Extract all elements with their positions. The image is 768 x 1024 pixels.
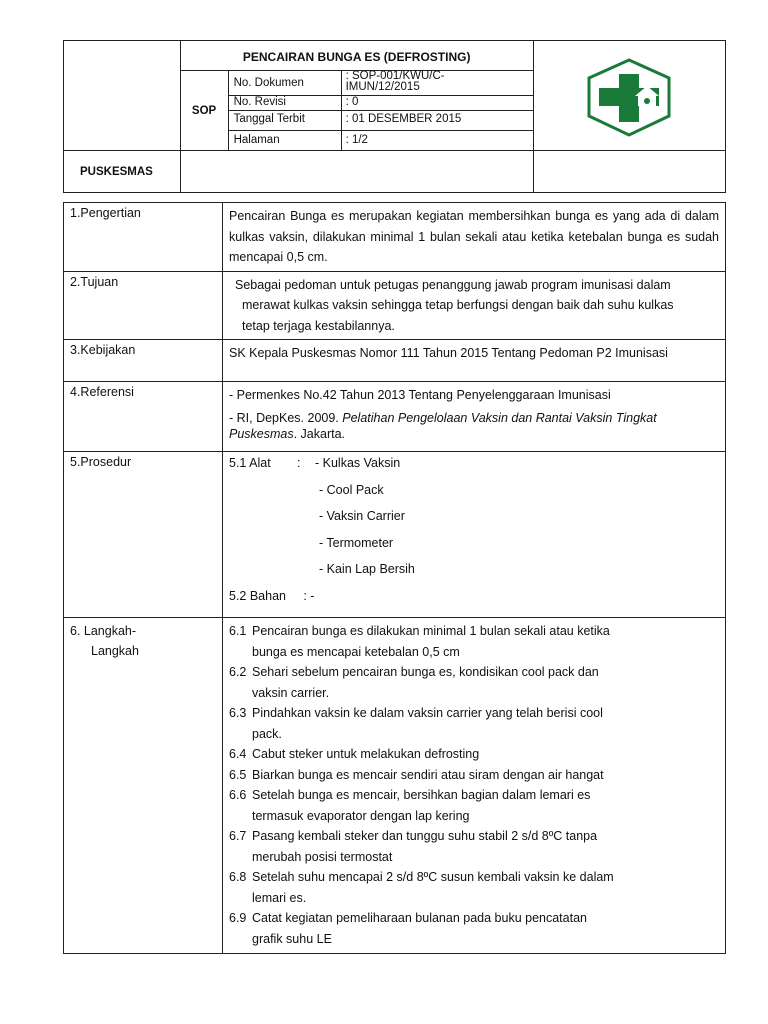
referensi-text: [223, 382, 726, 452]
step-number: 6.8: [229, 870, 247, 884]
sop-label: SOP: [181, 70, 228, 150]
langkah-label-line: Langkah: [91, 644, 139, 658]
langkah-step: [229, 703, 719, 744]
step-number: 6.1: [229, 624, 247, 638]
bahan-row: 5.2 Bahan : -: [229, 588, 315, 603]
row-value: : 01 DESEMBER 2015: [345, 113, 462, 125]
langkah-step: [229, 621, 719, 662]
step-number: 6.6: [229, 788, 247, 802]
row-value: : SOP-001/KWU/C- IMUN/12/2015: [345, 70, 445, 93]
row-kebijakan: [64, 340, 726, 382]
row-label: Tanggal Terbit: [229, 111, 342, 130]
row-tanggal-terbit: [228, 110, 533, 130]
prosedur-content: [223, 452, 726, 618]
step-number: 6.7: [229, 829, 247, 843]
row-pengertian: [64, 203, 726, 272]
section-label: 5.Prosedur: [64, 452, 223, 618]
alat-item: - Kain Lap Bersih: [319, 562, 415, 576]
step-number: 6.3: [229, 706, 247, 720]
reference-item: - Permenkes No.42 Tahun 2013 Tentang Penyelenggaraan Imunisasi: [229, 388, 611, 402]
row-label: No. Dokumen: [229, 71, 342, 95]
row-value: : 1/2: [345, 134, 368, 146]
logo-cell: [533, 41, 725, 151]
reference-item: [229, 410, 719, 442]
row-referensi: [64, 382, 726, 452]
langkah-step: [229, 785, 719, 826]
row-langkah: [64, 618, 726, 954]
step-text: Setelah suhu mencapai 2 s/d 8ºC susun kembali vaksin ke dalam: [252, 870, 614, 884]
section-label: [64, 618, 223, 954]
step-text-cont: pack.: [252, 726, 282, 741]
header-table: [63, 40, 726, 193]
step-number: 6.4: [229, 747, 247, 761]
section-label: 4.Referensi: [64, 382, 223, 452]
puskesmas-center-blank: [180, 151, 533, 193]
langkah-step: [229, 765, 719, 786]
section-label: 2.Tujuan: [64, 271, 223, 340]
alat-item: - Kulkas Vaksin: [315, 456, 401, 470]
tujuan-line: merawat kulkas vaksin sehingga tetap berfungsi dengan baik dah suhu kulkas: [242, 298, 674, 312]
step-text: Pindahkan vaksin ke dalam vaksin carrier yang telah berisi cool: [252, 706, 603, 720]
reference-prefix: - RI, DepKes. 2009.: [229, 410, 343, 425]
langkah-step: [229, 744, 719, 765]
alat-item: - Cool Pack: [319, 482, 384, 497]
step-text-cont: bunga es mencapai ketebalan 0,5 cm: [252, 644, 460, 659]
section-label: 3.Kebijakan: [64, 340, 223, 382]
step-text-cont: vaksin carrier.: [252, 685, 330, 700]
tujuan-text: [223, 271, 726, 340]
step-text: Pencairan bunga es dilakukan minimal 1 bulan sekali atau ketika: [252, 624, 610, 638]
langkah-step: [229, 867, 719, 908]
alat-item: - Termometer: [319, 535, 394, 550]
alat-item: - Vaksin Carrier: [319, 509, 405, 523]
row-value: : 0: [345, 96, 359, 108]
step-number: 6.5: [229, 767, 247, 782]
step-text: Catat kegiatan pemeliharaan bulanan pada buku pencatatan: [252, 911, 587, 925]
langkah-step: [229, 826, 719, 867]
tujuan-line: Sebagai pedoman untuk petugas penanggung jawab program imunisasi dalam: [235, 277, 671, 292]
row-no-dokumen: [228, 70, 533, 95]
step-text: Setelah bunga es mencair, bersihkan bagian dalam lemari es: [252, 788, 591, 802]
step-text-cont: termasuk evaporator dengan lap kering: [252, 808, 470, 823]
kebijakan-text: SK Kepala Puskesmas Nomor 111 Tahun 2015 Tentang Pedoman P2 Imunisasi: [223, 340, 726, 382]
row-prosedur: [64, 452, 726, 618]
langkah-step: [229, 662, 719, 703]
langkah-step: [229, 908, 719, 949]
alat-colon: :: [297, 456, 301, 470]
doc-title: PENCAIRAN BUNGA ES (DEFROSTING): [242, 50, 471, 64]
row-tujuan: [64, 271, 726, 340]
row-label: No. Revisi: [229, 96, 342, 110]
header-center: [180, 41, 533, 151]
reference-suffix: . Jakarta.: [293, 426, 346, 441]
row-label: Halaman: [229, 131, 342, 150]
step-text: Pasang kembali steker dan tunggu suhu stabil 2 s/d 8ºC tanpa: [252, 829, 598, 843]
header-left-blank: [64, 41, 181, 151]
row-no-revisi: [228, 95, 533, 110]
step-text: Biarkan bunga es mencair sendiri atau siram dengan air hangat: [252, 767, 604, 782]
step-text-cont: grafik suhu LE: [252, 931, 332, 946]
pengertian-text: Pencairan Bunga es merupakan kegiatan membersihkan bunga es yang ada di dalam kulkas vaksin, dilakukan minimal 1 bulan sekali atau ketika ketebalan bunga es sudah mencapai 0,5 cm.: [223, 203, 726, 272]
step-text: Cabut steker untuk melakukan defrosting: [252, 747, 480, 761]
langkah-label-line: 6. Langkah-: [70, 624, 137, 638]
reference-title: Pelatihan Pengelolaan Vaksin dan Rantai Vaksin Tingkat Puskesmas: [229, 410, 657, 441]
puskesmas-logo-icon: [583, 58, 675, 138]
sop-content-table: [63, 202, 726, 954]
puskesmas-label: PUSKESMAS: [64, 151, 181, 193]
step-number: 6.2: [229, 665, 247, 679]
alat-row: [229, 455, 719, 482]
step-text-cont: lemari es.: [252, 890, 307, 905]
puskesmas-right-blank: [533, 151, 725, 193]
step-number: 6.9: [229, 911, 247, 925]
alat-label: 5.1 Alat: [229, 456, 271, 470]
step-text-cont: merubah posisi termostat: [252, 849, 393, 864]
row-halaman: [228, 130, 533, 150]
tujuan-line: tetap terjaga kestabilannya.: [242, 318, 395, 333]
step-text: Sehari sebelum pencairan bunga es, kondisikan cool pack dan: [252, 665, 599, 679]
langkah-steps: [223, 618, 726, 954]
section-label: 1.Pengertian: [64, 203, 223, 272]
